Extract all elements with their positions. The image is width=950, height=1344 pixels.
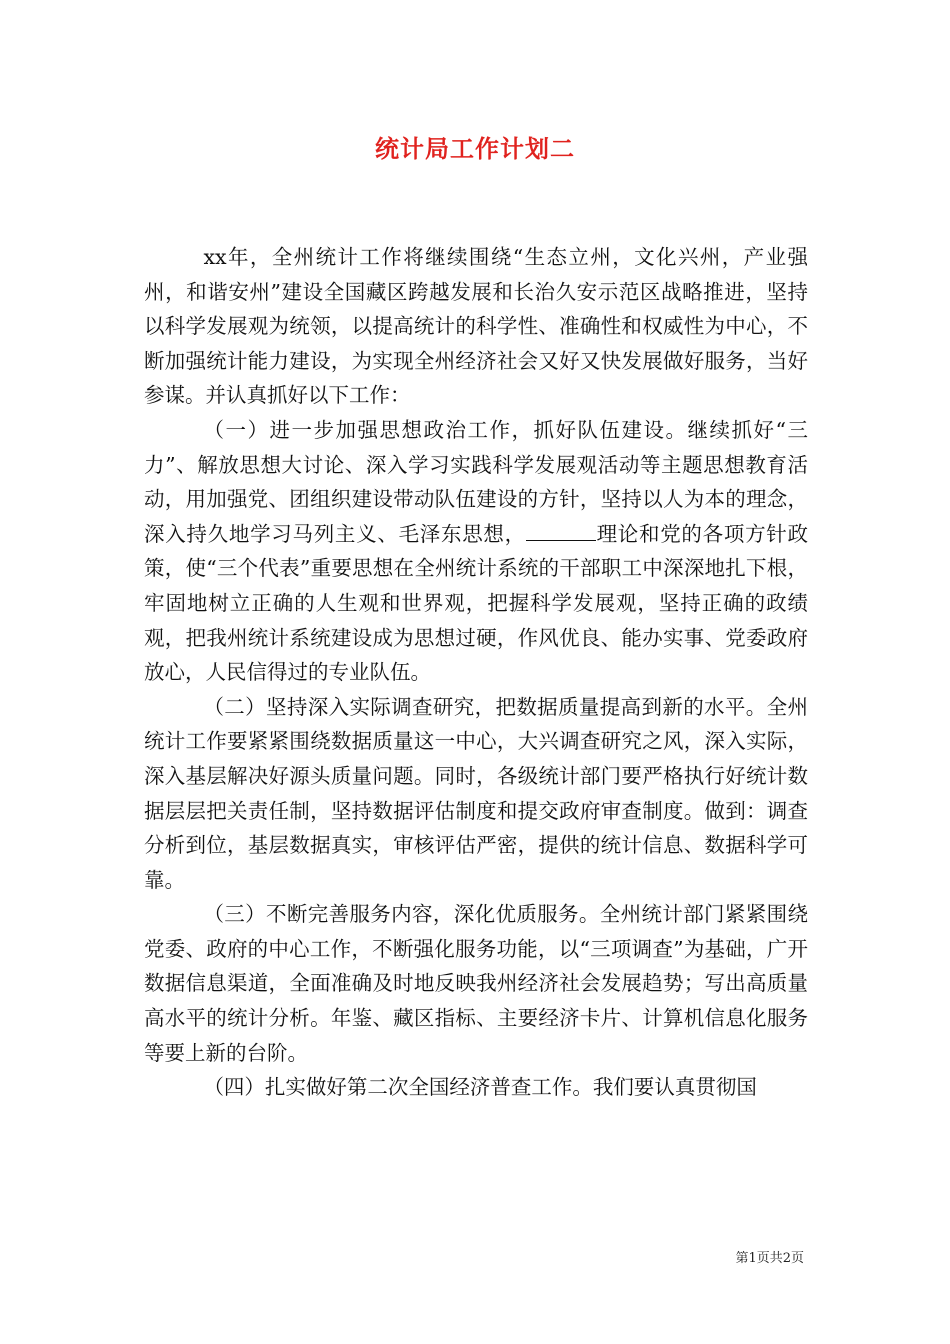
document-title: 统计局工作计划二 <box>375 134 575 163</box>
fill-in-blank <box>526 522 596 541</box>
document-body <box>144 240 808 1105</box>
intro-paragraph: xx年，全州统计工作将继续围绕“生态立州，文化兴州，产业强州，和谐安州”建设全国藏区跨越发展和长治久安示范区战略推进，坚持以科学发展观为统领，以提高统计的科学性、准确性和权威性为中心，不断加强统计能力建设，为实现全州经济社会又好又快发展做好服务，当好参谋。并认真抓好以下工作： <box>144 245 808 408</box>
section-2-paragraph: （二）坚持深入实际调查研究，把数据质量提高到新的水平。全州统计工作要紧紧围绕数据质量这一中心，大兴调查研究之风，深入实际，深入基层解决好源头质量问题。同时，各级统计部门要严格执行好统计数据层层把关责任制，坚持数据评估制度和提交政府审查制度。做到：调查分析到位，基层数据真实，审核评估严密，提供的统计信息、数据科学可靠。 <box>144 694 808 892</box>
section-1-text-part-2: 理论和党的各项方针政策，使“三个代表”重要思想在全州统计系统的干部职工中深深地扎下根，牢固地树立正确的人生观和世界观，把握科学发展观，坚持正确的政绩观，把我州统计系统建设成为思想过硬，作风优良、能办实事、党委政府放心，人民信得过的专业队伍。 <box>144 521 809 685</box>
section-1-paragraph <box>144 413 808 690</box>
section-1-text-part-1: （一）进一步加强思想政治工作，抓好队伍建设。继续抓好“三力”、解放思想大讨论、深入学习实践科学发展观活动等主题思想教育活动，用加强党、团组织建设带动队伍建设的方针，坚持以人为本的理念，深入持久地学习马列主义、毛泽东思想， <box>144 417 808 546</box>
page-footer: 第1页共2页 <box>735 1251 804 1266</box>
section-4-paragraph: （四）扎实做好第二次全国经济普查工作。我们要认真贯彻国 <box>203 1075 757 1100</box>
section-3-paragraph: （三）不断完善服务内容，深化优质服务。全州统计部门紧紧围绕党委、政府的中心工作，不断强化服务功能，以“三项调查”为基础，广开数据信息渠道，全面准确及时地反映我州经济社会发展趋势；写出高质量高水平的统计分析。年鉴、藏区指标、主要经济卡片、计算机信息化服务等要上新的台阶。 <box>144 902 808 1065</box>
